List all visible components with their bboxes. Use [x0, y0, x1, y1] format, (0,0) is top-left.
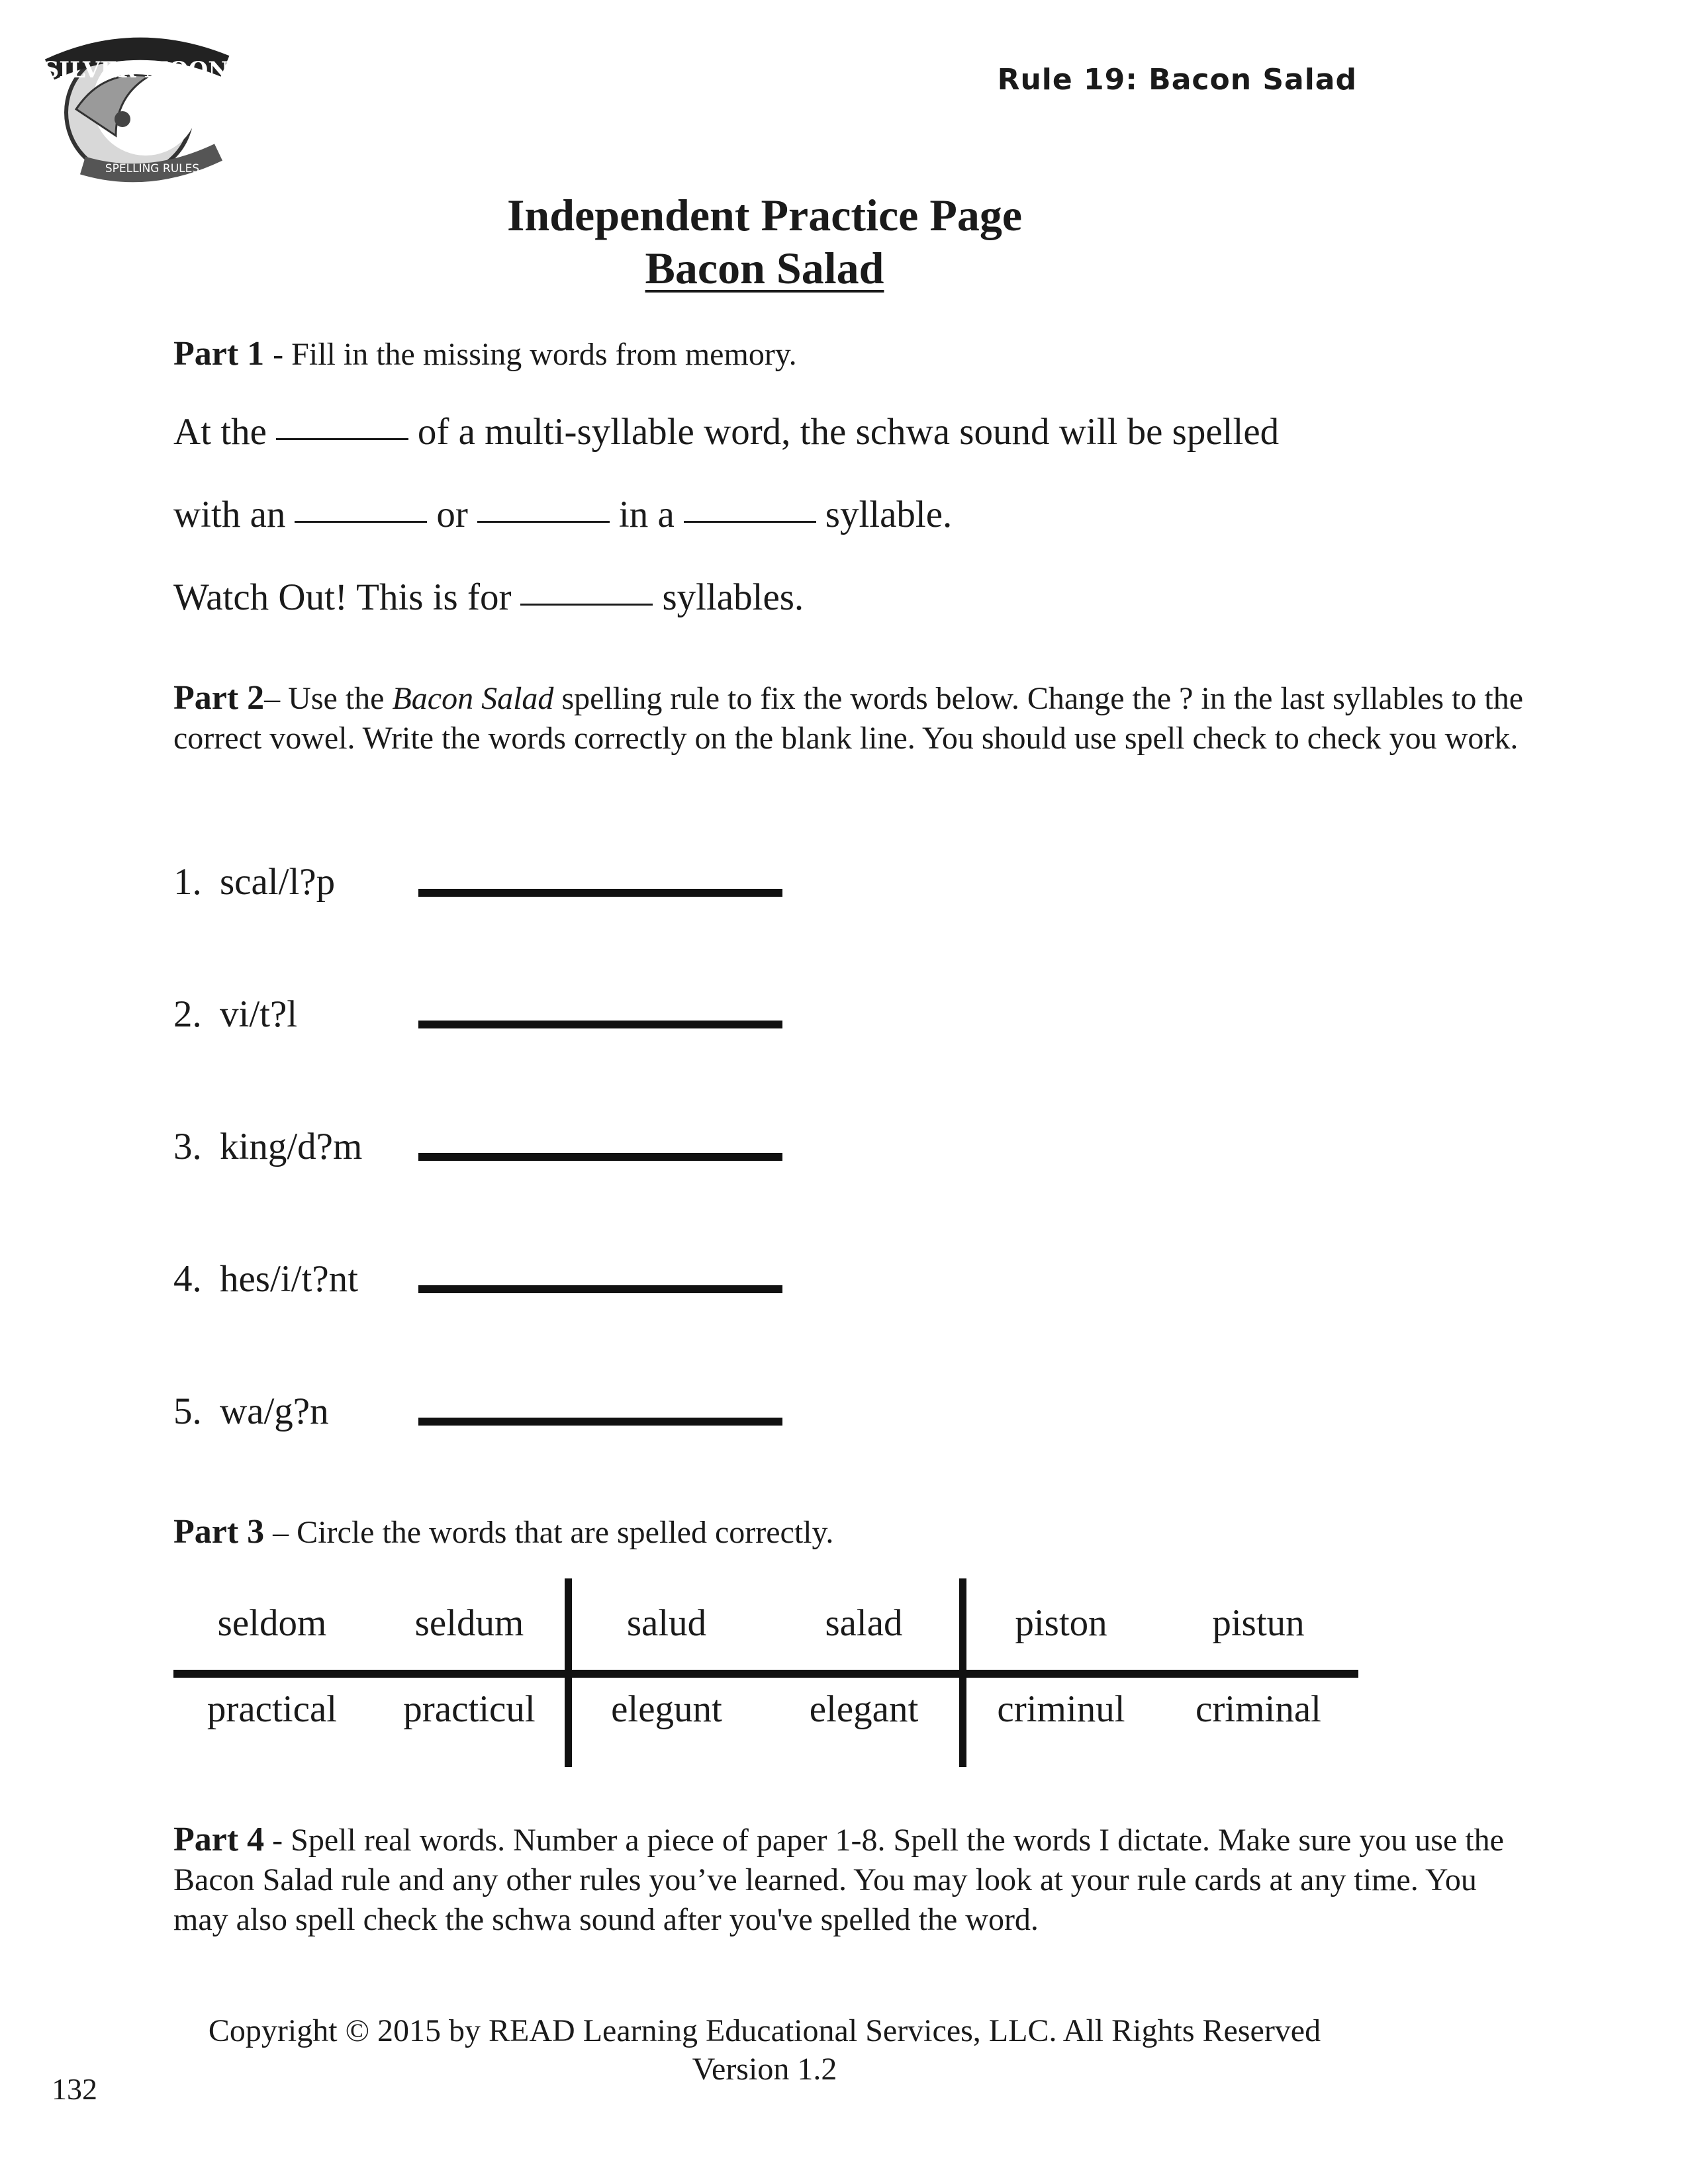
- item-word: king/d?m: [220, 1126, 363, 1167]
- text-segment: At the: [173, 411, 267, 453]
- part2-instructions: [173, 678, 1530, 758]
- word-choice[interactable]: seldum: [414, 1602, 524, 1644]
- part1-sentence-1: [173, 410, 1279, 453]
- word-choice[interactable]: elegant: [809, 1688, 919, 1730]
- part2-heading: Part 2: [173, 679, 265, 717]
- text-segment: or: [436, 494, 468, 535]
- item-number: 4.: [173, 1258, 202, 1300]
- item-word: vi/t?l: [220, 993, 298, 1035]
- text-segment: - Spell real words. Number a piece of paper 1-8. Spell the words I dictate. Make sure you use the Bacon Salad rule and any other rules you’ve learned. You may look at your rule cards at any time. You may also spell check the schwa sound after you've spelled the word.: [173, 1823, 1504, 1937]
- text-segment: with an: [173, 494, 286, 535]
- fill-blank[interactable]: [276, 437, 408, 440]
- word-choice-grid: [173, 1578, 1358, 1767]
- word-choice[interactable]: piston: [1015, 1602, 1107, 1644]
- text-segment: Watch Out! This is for: [173, 576, 512, 618]
- title-line-1: Independent Practice Page: [506, 190, 1023, 240]
- part1-sentence-2: [173, 493, 952, 536]
- part3-instruction: – Circle the words that are spelled correctly.: [273, 1515, 834, 1550]
- word-choice[interactable]: pistun: [1212, 1602, 1305, 1644]
- fill-blank[interactable]: [295, 520, 427, 523]
- item-word: wa/g?n: [220, 1390, 329, 1432]
- practice-item: [173, 1125, 362, 1168]
- practice-item: [173, 1390, 329, 1433]
- item-word: hes/i/t?nt: [220, 1258, 358, 1300]
- text-segment: of a multi-syllable word, the schwa sound will be spelled: [417, 411, 1280, 453]
- item-number: 2.: [173, 993, 202, 1035]
- word-choice[interactable]: practical: [207, 1688, 338, 1730]
- text-segment: in a: [618, 494, 675, 535]
- rule-header: Rule 19: Bacon Salad: [997, 63, 1357, 97]
- part4-heading: Part 4: [173, 1821, 265, 1858]
- text-segment: syllables.: [662, 576, 804, 618]
- part1-heading-row: [173, 334, 797, 373]
- item-word: scal/l?p: [220, 861, 336, 903]
- word-choice[interactable]: salad: [825, 1602, 903, 1644]
- copyright-block: [0, 2012, 1529, 2089]
- answer-line[interactable]: [418, 1285, 782, 1293]
- grid-vertical-rule: [565, 1578, 572, 1767]
- part1-instruction: - Fill in the missing words from memory.: [273, 337, 797, 372]
- answer-line[interactable]: [418, 1021, 782, 1028]
- word-choice[interactable]: criminal: [1196, 1688, 1321, 1730]
- version-text: Version 1.2: [692, 2052, 837, 2087]
- silver-moon-logo: [36, 30, 235, 189]
- item-number: 1.: [173, 861, 202, 903]
- practice-item: [173, 1257, 358, 1300]
- fill-blank[interactable]: [684, 520, 816, 523]
- text-segment: syllable.: [825, 494, 953, 535]
- practice-item: [173, 993, 297, 1036]
- text-segment: – Use the: [264, 681, 393, 716]
- part4-instructions: [173, 1820, 1530, 1940]
- fill-blank[interactable]: [477, 520, 610, 523]
- text-segment: spelling rule to fix the words below. Change the ? in the last syllables to the correct vowel. Write the words correctly on the blank line. You should use spell check to check you work.: [173, 681, 1524, 756]
- part3-heading-row: [173, 1512, 833, 1551]
- rule-name: Bacon Salad: [392, 681, 554, 716]
- answer-line[interactable]: [418, 1418, 782, 1426]
- page-number: 132: [52, 2072, 97, 2106]
- item-number: 5.: [173, 1390, 202, 1432]
- item-number: 3.: [173, 1126, 202, 1167]
- logo-subtext: SPELLING RULES: [105, 162, 200, 175]
- practice-item: [173, 860, 335, 903]
- answer-line[interactable]: [418, 889, 782, 897]
- copyright-text: Copyright © 2015 by READ Learning Educational Services, LLC. All Rights Reserved: [208, 2013, 1321, 2048]
- answer-line[interactable]: [418, 1153, 782, 1161]
- grid-horizontal-rule: [173, 1670, 1358, 1678]
- fill-blank[interactable]: [520, 603, 653, 606]
- title-line-2: Bacon Salad: [645, 243, 884, 293]
- word-choice[interactable]: criminul: [997, 1688, 1125, 1730]
- word-choice[interactable]: salud: [626, 1602, 707, 1644]
- part1-heading: Part 1: [173, 335, 265, 373]
- logo-text: SILVER MOON: [42, 57, 229, 83]
- part1-sentence-3: [173, 576, 804, 619]
- word-choice[interactable]: seldom: [217, 1602, 327, 1644]
- word-choice[interactable]: elegunt: [611, 1688, 722, 1730]
- page-title: [0, 189, 1529, 295]
- word-choice[interactable]: practicul: [403, 1688, 536, 1730]
- part3-heading: Part 3: [173, 1513, 265, 1551]
- grid-vertical-rule: [959, 1578, 966, 1767]
